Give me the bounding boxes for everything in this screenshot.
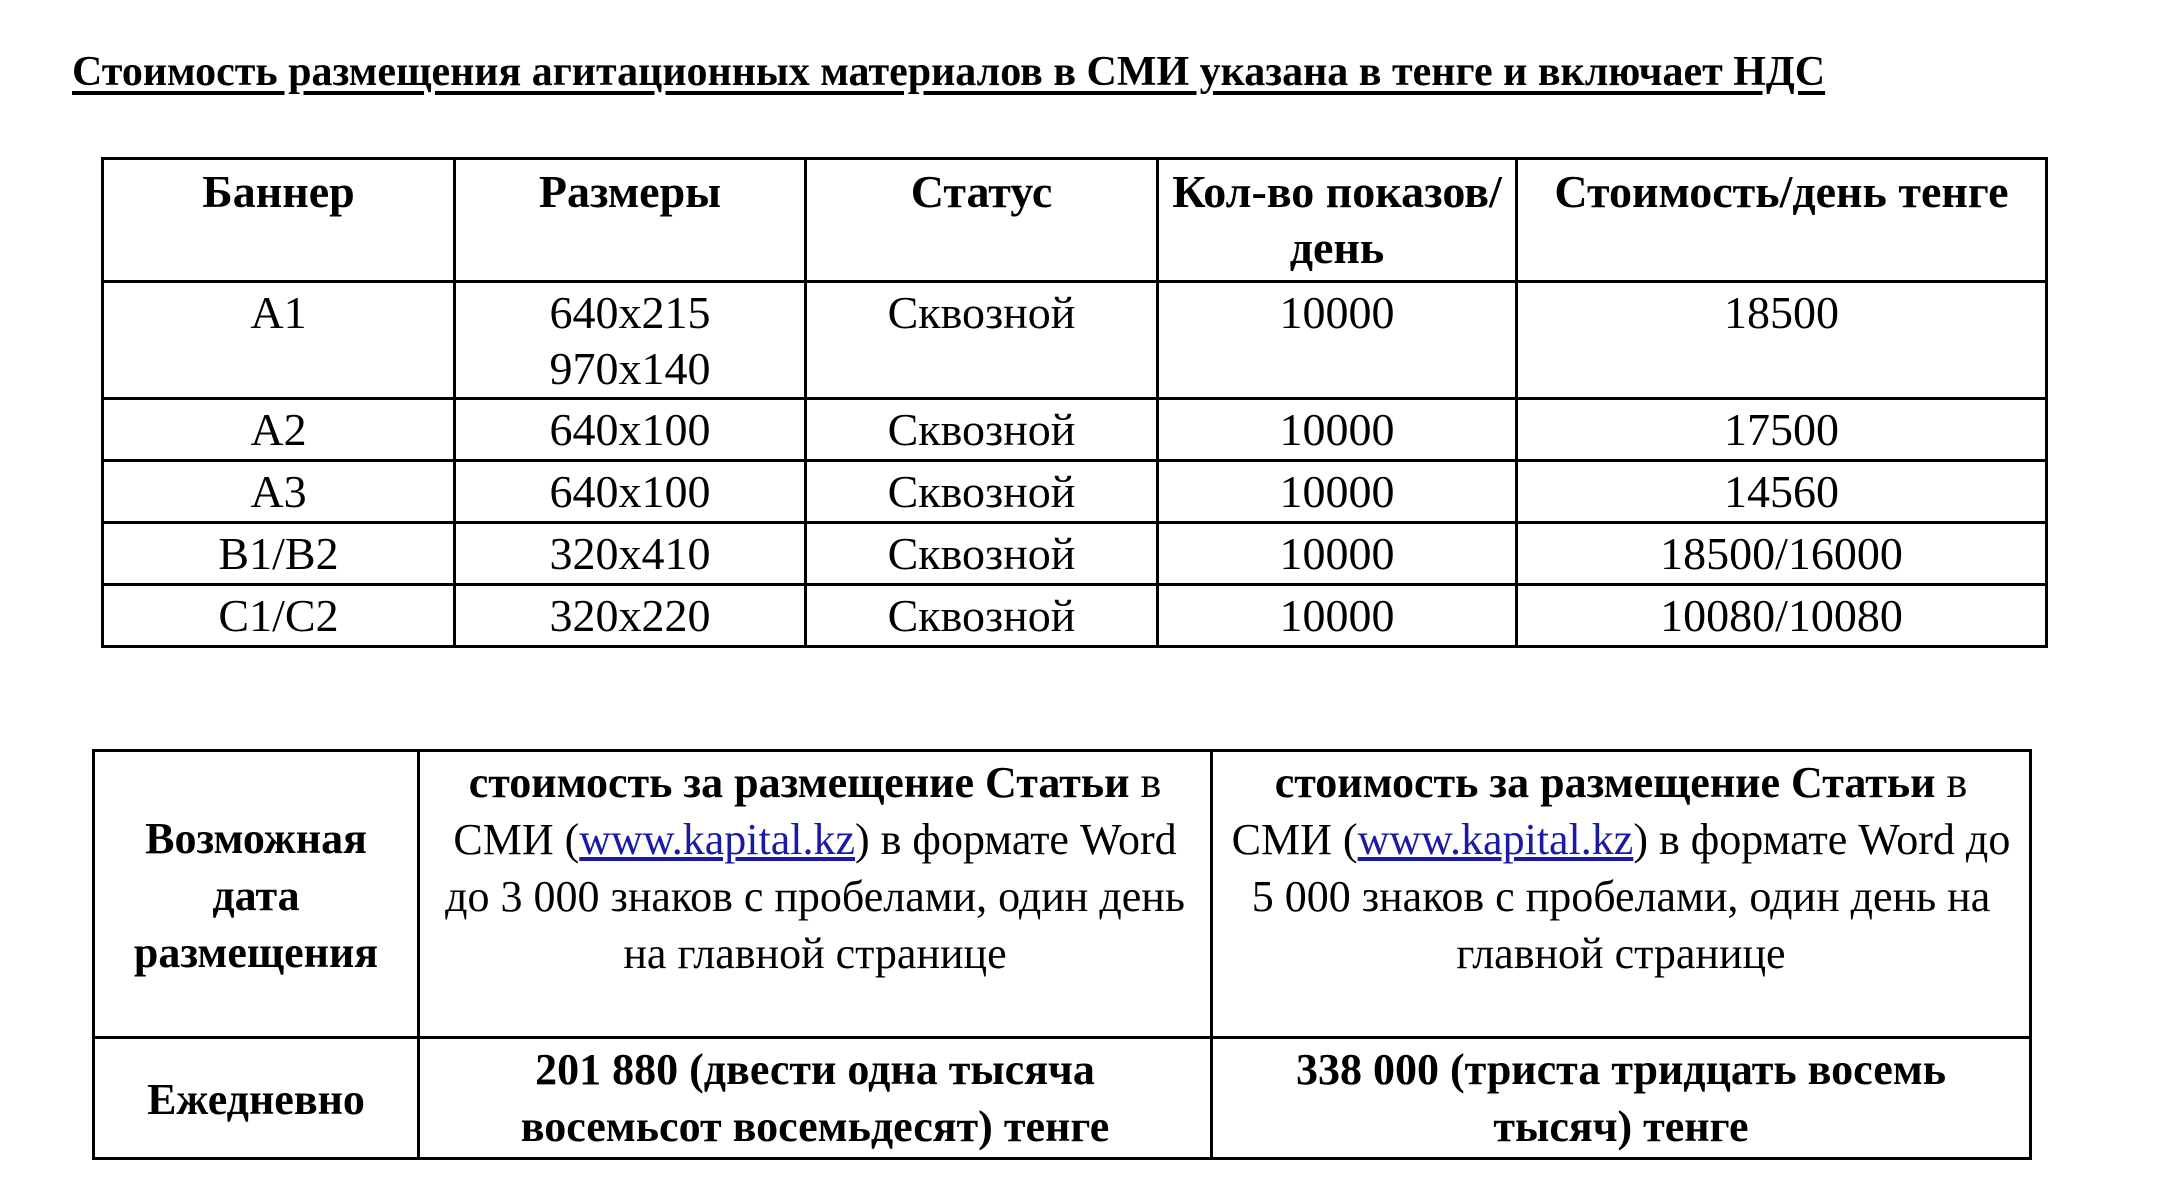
banner-cell: A3: [103, 461, 455, 523]
cost-cell: 10080/10080: [1517, 585, 2047, 647]
shows-cell: 10000: [1158, 399, 1517, 461]
table-row: [103, 282, 2047, 399]
status-cell: Сквозной: [806, 282, 1158, 399]
price-cell-5000: 338 000 (триста тридцать восемь тысяч) тенге: [1212, 1038, 2031, 1159]
header-in-media-text: в СМИ (: [453, 758, 1162, 864]
table-row: [103, 461, 2047, 523]
banner-price-table: [101, 157, 2048, 648]
shows-cell: 10000: [1158, 585, 1517, 647]
header-lead-text: стоимость за размещение: [468, 758, 975, 807]
cost-cell: 14560: [1517, 461, 2047, 523]
shows-cell: 10000: [1158, 461, 1517, 523]
header-article-word: Статьи: [985, 758, 1130, 807]
cost-cell: 18500/16000: [1517, 523, 2047, 585]
status-cell: Сквозной: [806, 585, 1158, 647]
kapital-link[interactable]: www.kapital.kz: [579, 815, 855, 864]
header-description-text: ) в формате Word до 5 000 знаков с пробелами, один день на главной странице: [1251, 815, 2011, 978]
column-header-sizes: Размеры: [455, 159, 806, 282]
status-cell: Сквозной: [806, 399, 1158, 461]
article-price-table: [92, 749, 2032, 1160]
status-cell: Сквозной: [806, 523, 1158, 585]
column-header-article-5000: [1212, 751, 2031, 1038]
status-cell: Сквозной: [806, 461, 1158, 523]
column-header-date: Возможная дата размещения: [94, 751, 419, 1038]
table-row: [103, 585, 2047, 647]
header-description-text: ) в формате Word до 3 000 знаков с пробелами, один день на главной странице: [445, 815, 1185, 978]
header-lead-text: стоимость за размещение Статьи: [1274, 758, 1936, 807]
size-cell: 320x220: [455, 585, 806, 647]
table-row: [103, 523, 2047, 585]
shows-cell: 10000: [1158, 282, 1517, 399]
table-row: [94, 1038, 2031, 1159]
size-value: 970x140: [549, 343, 711, 394]
column-header-banner: Баннер: [103, 159, 455, 282]
page-title: Стоимость размещения агитационных материалов в СМИ указана в тенге и включает НДС: [72, 49, 1826, 95]
column-header-article-3000: [419, 751, 1212, 1038]
table-row: [103, 399, 2047, 461]
banner-cell: B1/B2: [103, 523, 455, 585]
kapital-link[interactable]: www.kapital.kz: [1357, 815, 1634, 864]
column-header-shows: Кол-во показов/день: [1158, 159, 1517, 282]
cost-cell: 17500: [1517, 399, 2047, 461]
table-header-row: [94, 751, 2031, 1038]
shows-cell: 10000: [1158, 523, 1517, 585]
size-value: 640x215: [549, 287, 711, 338]
cost-cell: 18500: [1517, 282, 2047, 399]
size-cell: 320x410: [455, 523, 806, 585]
column-header-cost: Стоимость/день тенге: [1517, 159, 2047, 282]
banner-cell: A1: [103, 282, 455, 399]
period-cell: Ежедневно: [94, 1038, 419, 1159]
table-header-row: [103, 159, 2047, 282]
size-cell: 640x100: [455, 461, 806, 523]
column-header-status: Статус: [806, 159, 1158, 282]
size-cell: [455, 282, 806, 399]
size-cell: 640x100: [455, 399, 806, 461]
price-cell-3000: 201 880 (двести одна тысяча восемьсот восемьдесят) тенге: [419, 1038, 1212, 1159]
banner-cell: C1/C2: [103, 585, 455, 647]
header-in-media-text: в СМИ (: [1231, 758, 1968, 864]
banner-cell: A2: [103, 399, 455, 461]
